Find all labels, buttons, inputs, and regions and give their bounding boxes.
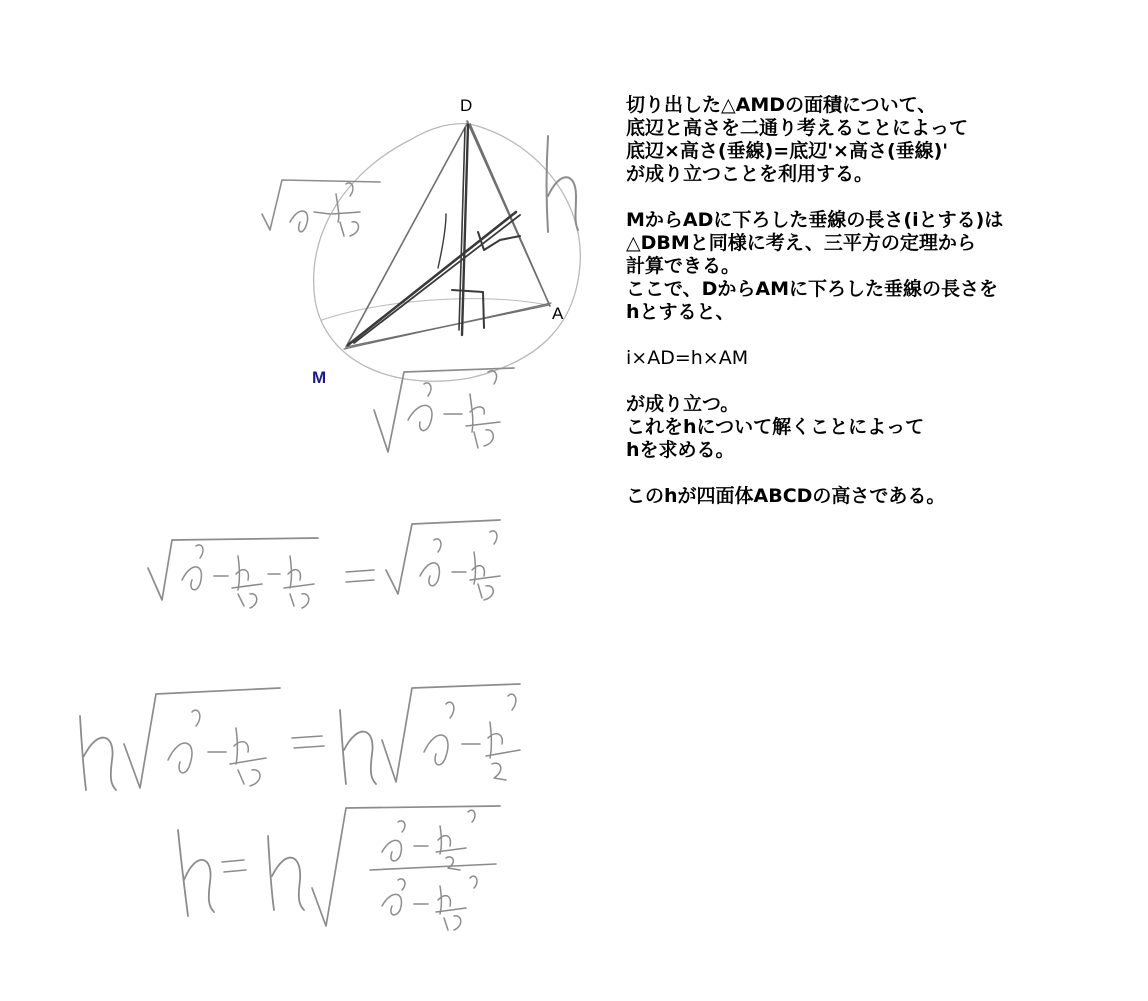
blank-line (626, 324, 1136, 347)
explanation-line: 切り出した△AMDの面積について、 (626, 94, 937, 116)
handwritten-h-right (547, 136, 579, 232)
explanation-line: MからADに下ろした垂線の長さ(iとする)は (626, 209, 1004, 231)
explanation-line: 底辺×高さ(垂線)=底辺'×高さ(垂線)' (626, 140, 949, 162)
blank-line (626, 186, 1136, 209)
equation-line-3 (178, 806, 500, 930)
explanation-line: 計算できる。 (626, 255, 741, 277)
vertex-label-m: M (312, 368, 327, 387)
explanation-line: ここで、DからAMに下ろした垂線の長さを (626, 278, 999, 300)
blank-line (626, 370, 1136, 393)
vertex-label-d: D (460, 96, 473, 115)
explanation-line: が成り立つ。 (626, 393, 740, 415)
explanation-line: hとすると、 (626, 301, 735, 323)
altitude-h (438, 125, 484, 335)
handwritten-sqrt-left (262, 180, 380, 236)
vertex-label-a: A (552, 304, 564, 323)
explanation-line: hを求める。 (626, 439, 735, 461)
conclusion-line: このhが四面体ABCDの高さである。 (626, 485, 946, 507)
triangle-amd (344, 121, 551, 349)
explanation-line: △DBMと同様に考え、三平方の定理から (626, 232, 976, 254)
explanation-line: 底辺と高さを二通り考えることによって (626, 117, 969, 139)
equation-line-2 (80, 684, 520, 790)
explanation-line: これをhについて解くことによって (626, 416, 925, 438)
explanation-text (626, 94, 1136, 508)
explanation-line: が成り立つことを利用する。 (626, 163, 874, 185)
equation-line-1 (148, 520, 500, 608)
formula-line: i×AD=h×AM (626, 347, 749, 369)
blank-line (626, 462, 1136, 485)
altitude-i (348, 212, 520, 345)
